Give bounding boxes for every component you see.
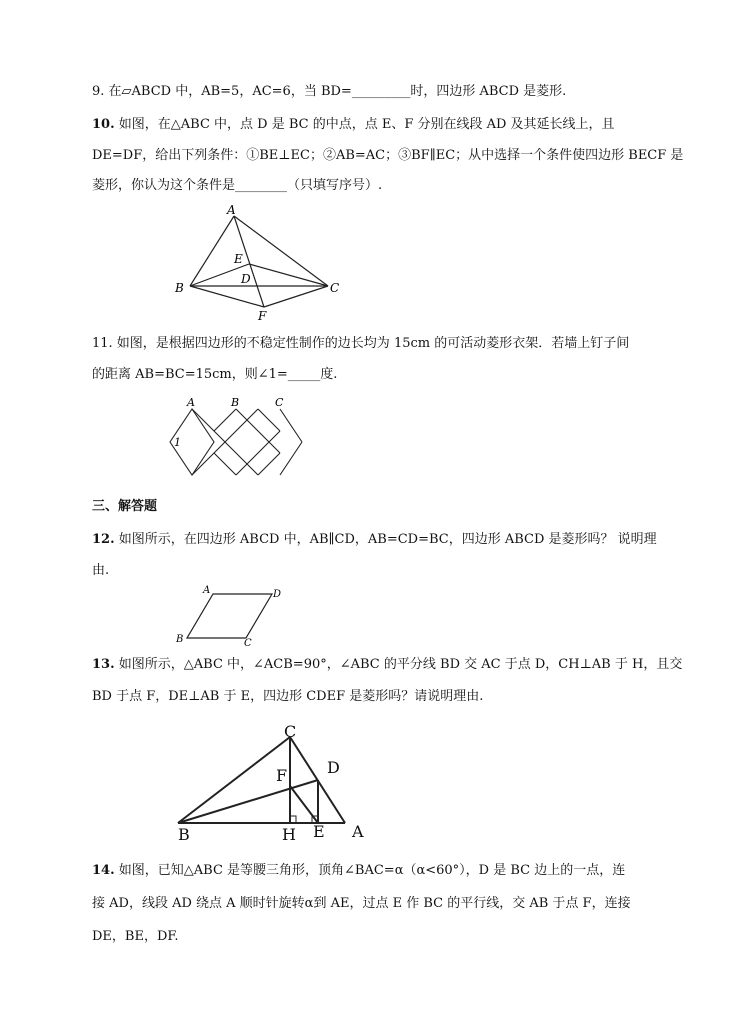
q12-label-c: C [244, 638, 252, 648]
q11-line2: 的距离 AB=BC=15cm，则∠1=_____度. [92, 367, 338, 382]
q14-line1-text: 如图，已知△ABC 是等腰三角形，顶角∠BAC=α（α<60°），D 是 BC 边上的一点，连 [114, 863, 626, 878]
q14-line3: DE，BE，DF. [92, 929, 179, 944]
q13-label-f: F [276, 766, 288, 785]
section-heading: 三、解答题 [92, 499, 158, 514]
q13-label-a: A [352, 822, 364, 841]
q13-line2: BD 于点 F，DE⊥AB 于 E，四边形 CDEF 是菱形吗？请说明理由. [92, 689, 484, 704]
q13-number: 13. [92, 657, 115, 672]
q10-line3: 菱形，你认为这个条件是________（只填写序号）. [92, 178, 383, 193]
q11-label-b: B [231, 396, 240, 409]
q10-number: 10. [92, 117, 115, 132]
q12-label-a: A [203, 585, 211, 596]
q11-line1: 11. 如图，是根据四边形的不稳定性制作的边长均为 15cm 的可活动菱形衣架．若墙上钉子间 [92, 336, 630, 351]
q13-label-h: H [282, 825, 296, 844]
q12-figure [170, 583, 290, 648]
q14-line2: 接 AD，线段 AD 绕点 A 顺时针旋转α到 AE，过点 E 作 BC 的平行线，交 AB 于点 F，连接 [92, 896, 631, 911]
q14-number: 14. [92, 863, 115, 878]
q12-label-b: B [176, 634, 184, 645]
q13-line1-text: 如图所示，△ABC 中，∠ACB=90°，∠ABC 的平分线 BD 交 AC 于点 D，CH⊥AB 于 H，且交 [114, 657, 683, 672]
q13-label-e: E [313, 822, 325, 841]
q10-label-c: C [330, 281, 340, 295]
q13-figure [165, 722, 375, 847]
q13-label-d: D [327, 758, 340, 777]
q13-label-c: C [284, 722, 297, 741]
q12-label-d: D [273, 589, 282, 600]
q12-line1 [92, 531, 657, 549]
q10-label-b: B [175, 281, 184, 295]
q10-label-e: E [234, 252, 243, 266]
q12-line1-text: 如图所示，在四边形 ABCD 中，AB∥CD，AB=CD=BC，四边形 ABCD 是菱形吗？ 说明理 [114, 532, 657, 547]
q14-line1 [92, 862, 625, 880]
q13-label-b: B [178, 825, 190, 844]
q10-label-a: A [227, 203, 236, 217]
q9-text: 9. 在▱ABCD 中，AB=5，AC=6，当 BD=_________时，四边形 ABCD 是菱形. [92, 84, 567, 99]
q11-label-a: A [187, 396, 195, 409]
q10-line1 [92, 116, 615, 134]
q10-label-f: F [258, 309, 267, 323]
q11-angle-label: 1 [174, 436, 181, 449]
q11-label-c: C [275, 396, 284, 409]
q10-line2: DE=DF，给出下列条件：①BE⊥EC；②AB=AC；③BF∥EC；从中选择一个条件使四边形 BECF 是 [92, 148, 684, 163]
q10-line1-text: 如图，在△ABC 中，点 D 是 BC 的中点，点 E、F 分别在线段 AD 及其延长线上，且 [114, 117, 615, 132]
q10-figure [170, 200, 350, 325]
q10-label-d: D [241, 272, 251, 286]
q12-number: 12. [92, 532, 115, 547]
q11-figure [165, 395, 305, 485]
q13-line1 [92, 656, 682, 674]
q12-line2: 由. [92, 563, 110, 578]
